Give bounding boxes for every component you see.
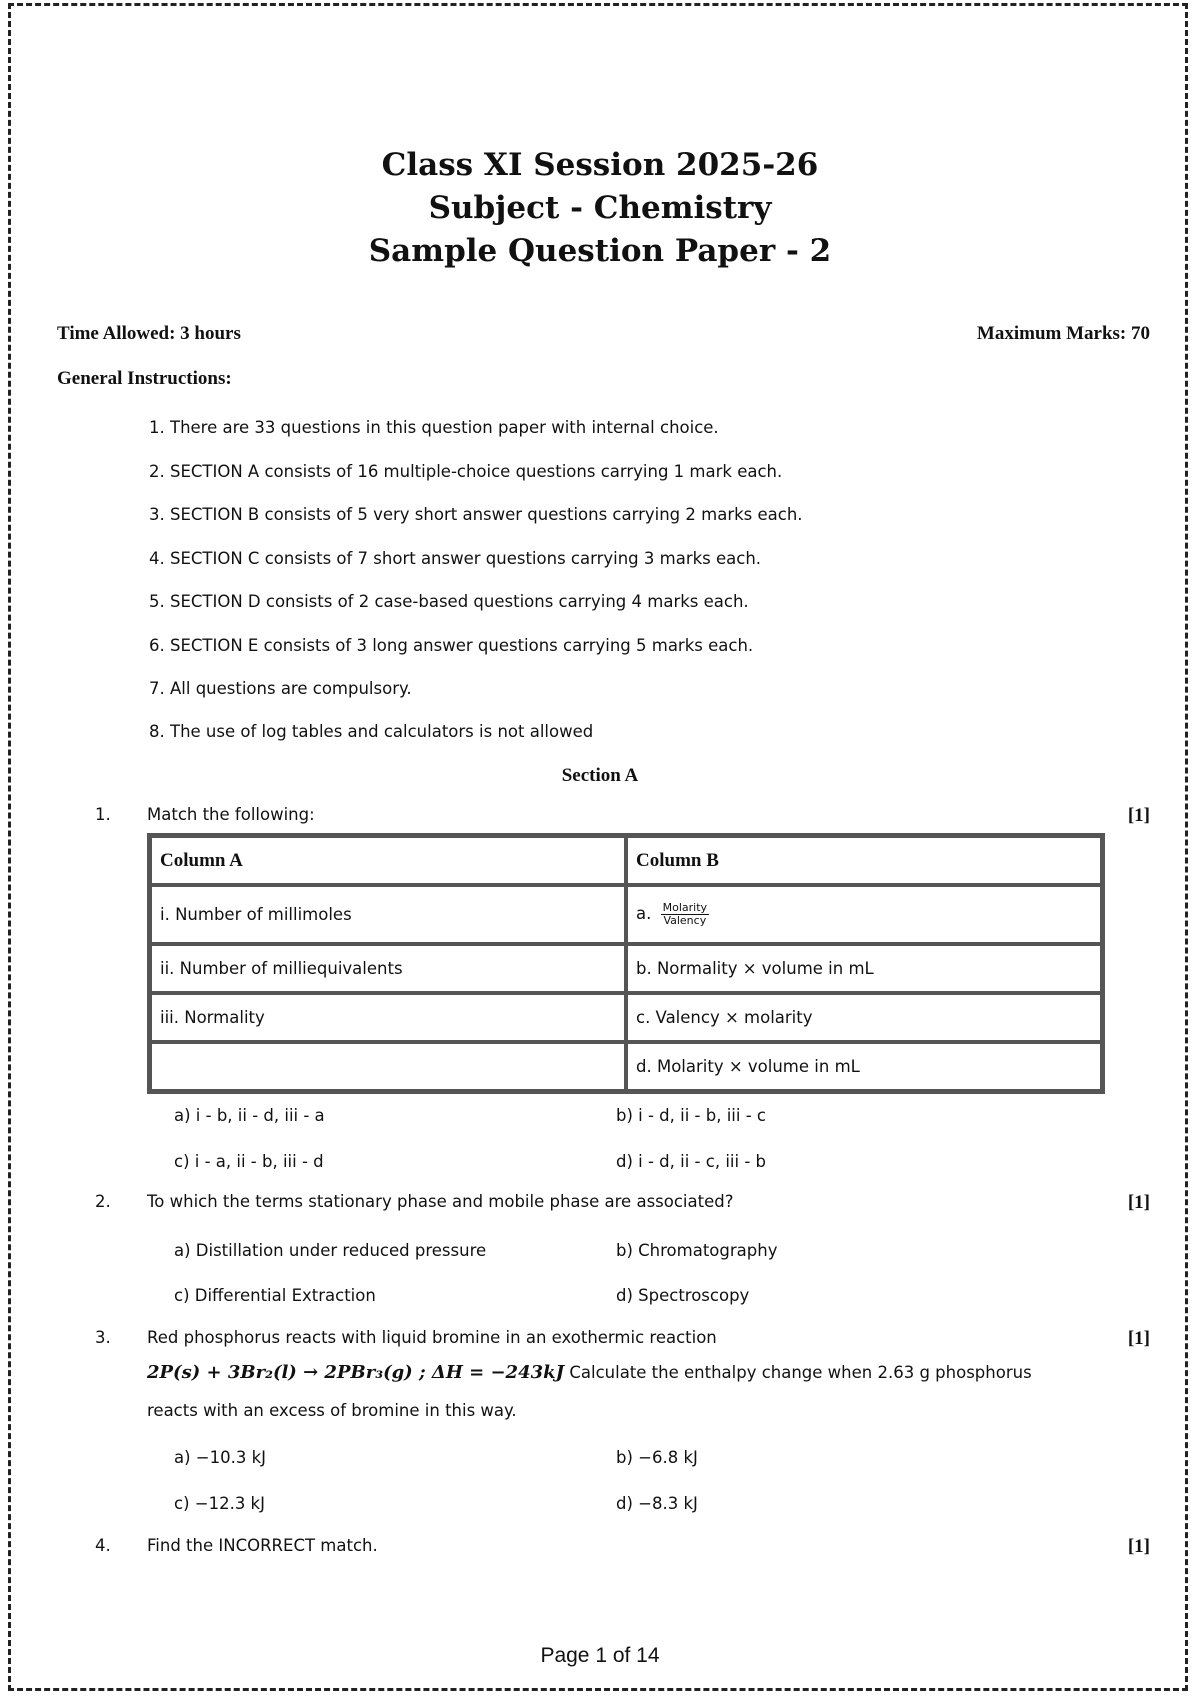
section-heading: Section A: [561, 765, 639, 786]
table-row: [150, 1042, 1102, 1091]
answer-option[interactable]: a) −10.3 kJ: [174, 1448, 267, 1467]
column-a-header: Column A: [150, 836, 626, 885]
question-text: Red phosphorus reacts with liquid bromine in an exothermic reaction: [147, 1328, 717, 1347]
table-cell-fraction: [626, 885, 1102, 944]
instruction-item: 5. SECTION D consists of 2 case-based questions carrying 4 marks each.: [149, 592, 749, 611]
answer-option[interactable]: c) Differential Extraction: [174, 1286, 376, 1305]
table-cell: b. Normality × volume in mL: [626, 944, 1102, 993]
fraction: [661, 902, 709, 927]
question-marks: [1]: [1127, 1328, 1150, 1349]
page-number: Page 1 of 14: [540, 1644, 660, 1667]
answer-option[interactable]: c) i - a, ii - b, iii - d: [174, 1152, 324, 1171]
question-text-line: reacts with an excess of bromine in this way.: [147, 1401, 517, 1420]
table-cell: [150, 1042, 626, 1091]
question-text: To which the terms stationary phase and mobile phase are associated?: [147, 1192, 734, 1211]
answer-option[interactable]: d) −8.3 kJ: [616, 1494, 698, 1513]
question-text: Find the INCORRECT match.: [147, 1536, 378, 1555]
answer-option[interactable]: b) Chromatography: [616, 1241, 778, 1260]
answer-option[interactable]: d) i - d, ii - c, iii - b: [616, 1152, 766, 1171]
question-text: Match the following:: [147, 805, 315, 824]
question-marks: [1]: [1127, 1536, 1150, 1557]
question-number: 4.: [95, 1536, 111, 1555]
answer-option[interactable]: b) i - d, ii - b, iii - c: [616, 1106, 766, 1125]
question-number: 2.: [95, 1192, 111, 1211]
question-marks: [1]: [1127, 805, 1150, 826]
option-label: a.: [636, 904, 652, 923]
question-number: 3.: [95, 1328, 111, 1347]
table-cell: iii. Normality: [150, 993, 626, 1042]
question-text-line: [147, 1362, 1032, 1383]
question-marks: [1]: [1127, 1192, 1150, 1213]
title-class: Class XI Session 2025-26: [381, 147, 819, 183]
column-b-header: Column B: [626, 836, 1102, 885]
answer-option[interactable]: b) −6.8 kJ: [616, 1448, 698, 1467]
table-row: [150, 993, 1102, 1042]
general-instructions-heading: General Instructions:: [57, 368, 232, 389]
instruction-item: 4. SECTION C consists of 7 short answer questions carrying 3 marks each.: [149, 549, 762, 568]
instruction-item: 6. SECTION E consists of 3 long answer questions carrying 5 marks each.: [149, 636, 754, 655]
table-header-row: [150, 836, 1102, 885]
table-cell: i. Number of millimoles: [150, 885, 626, 944]
instruction-item: 7. All questions are compulsory.: [149, 679, 412, 698]
table-cell: d. Molarity × volume in mL: [626, 1042, 1102, 1091]
time-allowed: Time Allowed: 3 hours: [57, 323, 241, 344]
fraction-numerator: Molarity: [662, 901, 708, 914]
paper-title: [0, 144, 1200, 273]
title-subject: Subject - Chemistry: [428, 190, 772, 226]
title-paper: Sample Question Paper - 2: [368, 233, 832, 269]
table-row: [150, 885, 1102, 944]
maximum-marks: Maximum Marks: 70: [976, 323, 1150, 344]
fraction-denominator: Valency: [663, 914, 707, 927]
answer-option[interactable]: d) Spectroscopy: [616, 1286, 750, 1305]
question-text-continued: Calculate the enthalpy change when 2.63 g phosphorus: [569, 1363, 1032, 1382]
instruction-item: 2. SECTION A consists of 16 multiple-choice questions carrying 1 mark each.: [149, 462, 783, 481]
instruction-item: 1. There are 33 questions in this question paper with internal choice.: [149, 418, 719, 437]
answer-option[interactable]: a) i - b, ii - d, iii - a: [174, 1106, 325, 1125]
table-row: [150, 944, 1102, 993]
instruction-item: 3. SECTION B consists of 5 very short answer questions carrying 2 marks each.: [149, 505, 803, 524]
reaction-equation: 2P(s) + 3Br₂(l) → 2PBr₃(g) ; ΔH = −243kJ: [147, 1362, 565, 1383]
answer-option[interactable]: c) −12.3 kJ: [174, 1494, 265, 1513]
answer-option[interactable]: a) Distillation under reduced pressure: [174, 1241, 487, 1260]
table-cell: c. Valency × molarity: [626, 993, 1102, 1042]
instruction-item: 8. The use of log tables and calculators is not allowed: [149, 722, 594, 741]
question-number: 1.: [95, 805, 111, 824]
table-cell: ii. Number of milliequivalents: [150, 944, 626, 993]
match-table: [147, 833, 1105, 1094]
